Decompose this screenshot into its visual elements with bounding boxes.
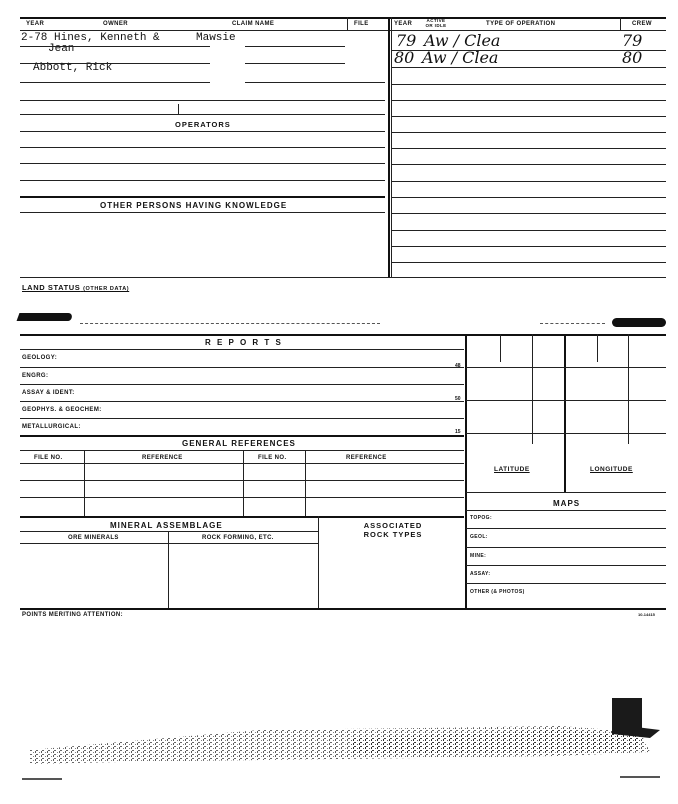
report-line [20,401,464,402]
maps-other-label: OTHER (& PHOTOS) [470,589,525,595]
operation-row-line [392,197,666,198]
associated-rock-types-heading: ASSOCIATED ROCK TYPES [363,521,423,539]
operation-crew-2: 80 [622,48,643,67]
other-persons-rule [20,212,385,213]
header-claim-name: CLAIM NAME [232,21,275,27]
header-year: YEAR [26,21,45,27]
owner-row-line [20,46,210,47]
crew-divider [620,17,621,31]
report-label-geophys: GEOPHYS. & GEOCHEM: [22,407,102,413]
mineral-rule [20,531,318,532]
claim-row-line [245,63,345,64]
maps-mine-label: MINE: [470,553,487,559]
ref-row-line [20,497,464,498]
operation-year-1: 79 [396,31,417,50]
reports-heading: R E P O R T S [205,338,283,347]
operators-line [20,147,385,148]
report-label-assay: ASSAY & IDENT: [22,390,75,396]
report-num-geology: 48 [455,363,461,369]
owner-line-3: Abbott, Rick [33,62,113,74]
rock-forming-header: ROCK FORMING, ETC. [202,535,274,541]
report-line [20,418,464,419]
owner-row-line [20,63,210,64]
owner-line-2: Jean [48,43,75,55]
header-owner: OWNER [103,21,128,27]
claim-row-line [245,46,345,47]
operation-row-line [392,246,666,247]
report-num-metallurgical: 15 [455,429,461,435]
header-crew: CREW [632,21,652,27]
operators-heading: OPERATORS [175,120,231,129]
grid-line [564,334,566,492]
ref-header-file-no-2: FILE NO. [258,455,287,461]
header-rule [20,30,666,31]
lower-bottom-rule [20,608,666,610]
operation-row-line [392,181,666,182]
header-type-of-operation: TYPE OF OPERATION [486,21,556,27]
operation-row-line [392,100,666,101]
maps-heading: MAPS [553,499,581,508]
owner-row-line [20,82,210,83]
maps-row-line [466,528,666,529]
latitude-label: LATITUDE [494,466,530,473]
operators-rule [20,131,385,132]
report-label-metallurgical: METALLURGICAL: [22,424,81,430]
scan-mark [612,318,666,327]
report-num-assay: 50 [455,396,461,402]
owner-row-line [20,114,385,115]
maps-assay-label: ASSAY: [470,571,491,577]
operation-row-line [392,84,666,85]
mineral-header-rule [20,543,318,544]
mineral-assemblage-heading: MINERAL ASSEMBLAGE [110,521,223,530]
ref-col-divider [243,450,244,516]
claim-row-line [245,82,385,83]
land-status-line [80,323,380,324]
upper-divider-2 [391,17,392,277]
form-number: 10-14415 [638,612,655,617]
tick-mark [178,104,179,114]
report-label-geology: GEOLOGY: [22,355,58,361]
grid-line [466,400,666,401]
operation-year-2: 80 [394,48,415,67]
operators-line [20,163,385,164]
mineral-divider [318,516,319,608]
operation-row-line [392,262,666,263]
operation-status-1: Aw / Clea [424,31,501,50]
top-rule [20,17,666,19]
points-meriting-attention-label: POINTS MERITING ATTENTION: [22,612,124,618]
operation-row-line [392,50,666,51]
maps-geol-label: GEOL: [470,534,488,540]
reports-bottom-rule [20,435,464,437]
header-active-idle: ACTIVE OR IDLE [425,18,447,28]
report-label-engrg: ENGRG: [22,373,49,379]
grid-line [466,433,666,434]
grid-line [466,367,666,368]
maps-row-line [466,583,666,584]
ref-header-reference-1: REFERENCE [142,455,183,461]
references-rule [20,450,464,451]
upper-divider [388,17,390,277]
operation-row-line [392,164,666,165]
operation-status-2: Aw / Clea [422,48,499,67]
other-persons-heading: OTHER PERSONS HAVING KNOWLEDGE [100,201,288,210]
grid-line [532,334,533,444]
general-references-heading: GENERAL REFERENCES [182,439,296,448]
operators-line [20,180,385,181]
owner-row-line [20,100,385,101]
coords-rule [466,492,666,493]
ref-col-divider [305,450,306,516]
grid-line [628,334,629,444]
operation-row-line [392,116,666,117]
ref-header-file-no-1: FILE NO. [34,455,63,461]
ref-row-line [20,480,464,481]
operation-row-line [392,132,666,133]
maps-row-line [466,565,666,566]
report-line [20,384,464,385]
scan-noise [0,690,678,790]
maps-row-line [466,547,666,548]
grid-line [500,334,501,362]
references-bottom-rule [20,516,464,518]
report-line [20,367,464,368]
ref-col-divider [84,450,85,516]
operation-row-line [392,148,666,149]
scan-mark [17,313,74,321]
land-status-line [540,323,605,324]
owner-line-1: 2-78 Hines, Kenneth & [21,32,160,44]
operation-row-line [392,67,666,68]
header-year-2: YEAR [394,21,413,27]
reports-rule [20,349,464,350]
mineral-col-divider [168,531,169,608]
claim-line-1: Mawsie [196,32,236,44]
land-status-heading: LAND STATUS (OTHER DATA) [22,283,130,292]
longitude-label: LONGITUDE [590,466,633,473]
header-file: FILE [354,21,369,27]
operation-crew-1: 79 [622,31,643,50]
operators-bottom-rule [20,196,385,198]
upper-bottom-rule [20,277,666,278]
maps-rule [466,510,666,511]
references-header-rule [20,463,464,464]
right-column-divider [465,334,467,608]
ore-minerals-header: ORE MINERALS [68,535,119,541]
maps-topog-label: TOPOG: [470,515,493,521]
grid-line [597,334,598,362]
operation-row-line [392,213,666,214]
reports-top-rule [20,334,666,336]
ref-header-reference-2: REFERENCE [346,455,387,461]
operation-row-line [392,230,666,231]
file-divider [347,17,348,31]
